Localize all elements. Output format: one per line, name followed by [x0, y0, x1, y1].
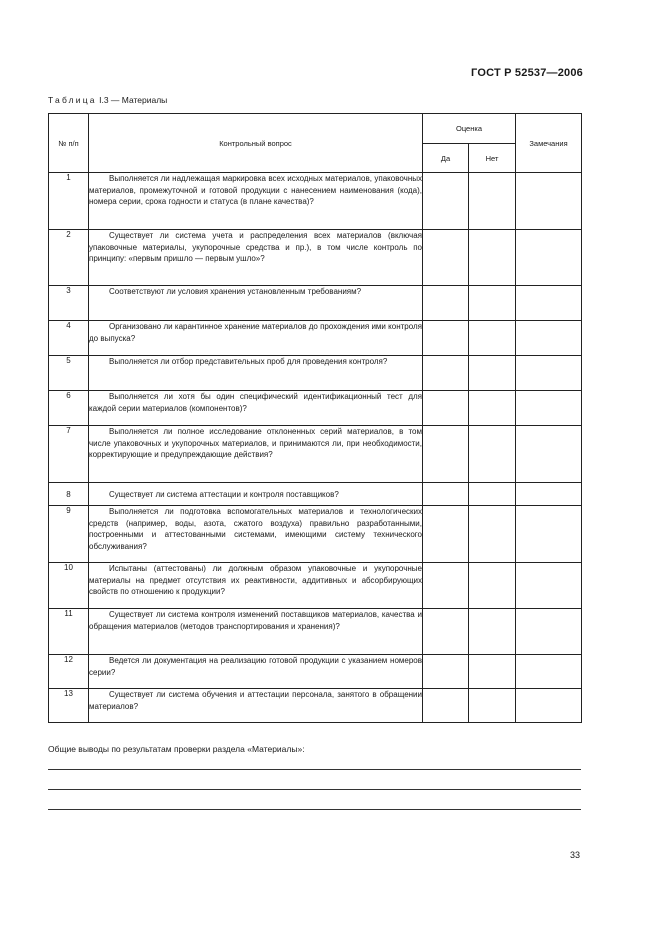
cell-no[interactable] [469, 655, 516, 689]
row-number: 1 [49, 173, 89, 230]
row-question: Существует ли система обучения и аттестации персонала, занятого в обращении материалов? [89, 689, 423, 723]
row-question: Ведется ли документация на реализацию готовой продукции с указанием номеров серии? [89, 655, 423, 689]
answer-line[interactable] [48, 769, 581, 770]
row-question: Выполняется ли хотя бы один специфический идентификационный тест для каждой серии материалов (компонентов)? [89, 391, 423, 426]
cell-no[interactable] [469, 563, 516, 609]
table-row [49, 609, 582, 655]
cell-remarks[interactable] [516, 609, 582, 655]
cell-no[interactable] [469, 426, 516, 483]
row-number: 3 [49, 286, 89, 321]
cell-remarks[interactable] [516, 391, 582, 426]
cell-remarks[interactable] [516, 563, 582, 609]
cell-remarks[interactable] [516, 356, 582, 391]
table-caption-title: I.3 — Материалы [99, 95, 168, 105]
cell-no[interactable] [469, 689, 516, 723]
header-no: Нет [469, 144, 516, 173]
row-question: Соответствуют ли условия хранения установленным требованиям? [89, 286, 423, 321]
cell-no[interactable] [469, 391, 516, 426]
cell-yes[interactable] [423, 563, 469, 609]
cell-yes[interactable] [423, 483, 469, 506]
cell-yes[interactable] [423, 173, 469, 230]
table-row [49, 506, 582, 563]
cell-remarks[interactable] [516, 173, 582, 230]
cell-yes[interactable] [423, 356, 469, 391]
table-row [49, 426, 582, 483]
cell-yes[interactable] [423, 391, 469, 426]
cell-yes[interactable] [423, 689, 469, 723]
row-question: Выполняется ли отбор представительных проб для проведения контроля? [89, 356, 423, 391]
table-row [49, 173, 582, 230]
row-question: Существует ли система аттестации и контроля поставщиков? [89, 483, 423, 506]
table-caption-label: Таблица [48, 95, 97, 105]
cell-no[interactable] [469, 609, 516, 655]
row-number: 12 [49, 655, 89, 689]
row-question: Существует ли система контроля изменений поставщиков материалов, качества и обращения материалов (методов транспортирования и хранения)? [89, 609, 423, 655]
cell-no[interactable] [469, 173, 516, 230]
row-number: 2 [49, 230, 89, 286]
cell-remarks[interactable] [516, 426, 582, 483]
row-question: Выполняется ли подготовка вспомогательных материалов и технологических средств (например, воды, азота, сжатого воздуха) правильно разработанными, построенными и аттестованными системами, имеющими систему технического обслуживания? [89, 506, 423, 563]
row-number: 7 [49, 426, 89, 483]
table-row [49, 230, 582, 286]
cell-remarks[interactable] [516, 321, 582, 356]
page-number: 33 [569, 850, 580, 860]
table-row [49, 391, 582, 426]
row-question: Выполняется ли полное исследование отклоненных серий материалов, в том числе упаковочных и укупорочных материалов, и принимаются ли, при необходимости, корректирующие и предупреждающие действия? [89, 426, 423, 483]
cell-no[interactable] [469, 321, 516, 356]
summary-label: Общие выводы по результатам проверки раздела «Материалы»: [48, 744, 305, 754]
header-number: № п/п [49, 114, 89, 173]
cell-no[interactable] [469, 483, 516, 506]
row-question: Существует ли система учета и распределения всех материалов (включая упаковочные материалы, укупорочные средства и пр.), в том числе контроль по принципу: «первым пришло — первым ушло»? [89, 230, 423, 286]
header-remarks: Замечания [516, 114, 582, 173]
table-row [49, 286, 582, 321]
row-number: 9 [49, 506, 89, 563]
cell-yes[interactable] [423, 426, 469, 483]
row-number: 8 [49, 483, 89, 506]
answer-line[interactable] [48, 789, 581, 790]
table-row [49, 321, 582, 356]
row-number: 13 [49, 689, 89, 723]
cell-remarks[interactable] [516, 286, 582, 321]
answer-line[interactable] [48, 809, 581, 810]
row-number: 4 [49, 321, 89, 356]
cell-no[interactable] [469, 356, 516, 391]
cell-yes[interactable] [423, 321, 469, 356]
cell-no[interactable] [469, 230, 516, 286]
header-yes: Да [423, 144, 469, 173]
header-question: Контрольный вопрос [89, 114, 423, 173]
checklist-table [48, 113, 582, 723]
header-score: Оценка [423, 114, 516, 144]
cell-no[interactable] [469, 506, 516, 563]
row-number: 10 [49, 563, 89, 609]
cell-no[interactable] [469, 286, 516, 321]
row-number: 5 [49, 356, 89, 391]
row-question: Выполняется ли надлежащая маркировка всех исходных материалов, упаковочных материалов, промежуточной и готовой продукции с нанесением наименования (кода), номера серии, срока годности и статуса (в плане качества)? [89, 173, 423, 230]
cell-remarks[interactable] [516, 655, 582, 689]
cell-yes[interactable] [423, 506, 469, 563]
standard-code: ГОСТ Р 52537—2006 [471, 67, 583, 79]
cell-yes[interactable] [423, 286, 469, 321]
table-row [49, 563, 582, 609]
row-question: Испытаны (аттестованы) ли должным образом упаковочные и укупорочные материалы на предмет отсутствия их реактивности, аддитивных и абсорбирующих свойств по отношению к продукции? [89, 563, 423, 609]
cell-yes[interactable] [423, 655, 469, 689]
cell-yes[interactable] [423, 230, 469, 286]
cell-remarks[interactable] [516, 483, 582, 506]
row-number: 6 [49, 391, 89, 426]
cell-remarks[interactable] [516, 689, 582, 723]
table-row [49, 689, 582, 723]
row-question: Организовано ли карантинное хранение материалов до прохождения ими контроля до выпуска? [89, 321, 423, 356]
table-row [49, 483, 582, 506]
cell-yes[interactable] [423, 609, 469, 655]
cell-remarks[interactable] [516, 230, 582, 286]
cell-remarks[interactable] [516, 506, 582, 563]
table-caption [48, 95, 167, 105]
table-row [49, 356, 582, 391]
table-row [49, 655, 582, 689]
row-number: 11 [49, 609, 89, 655]
